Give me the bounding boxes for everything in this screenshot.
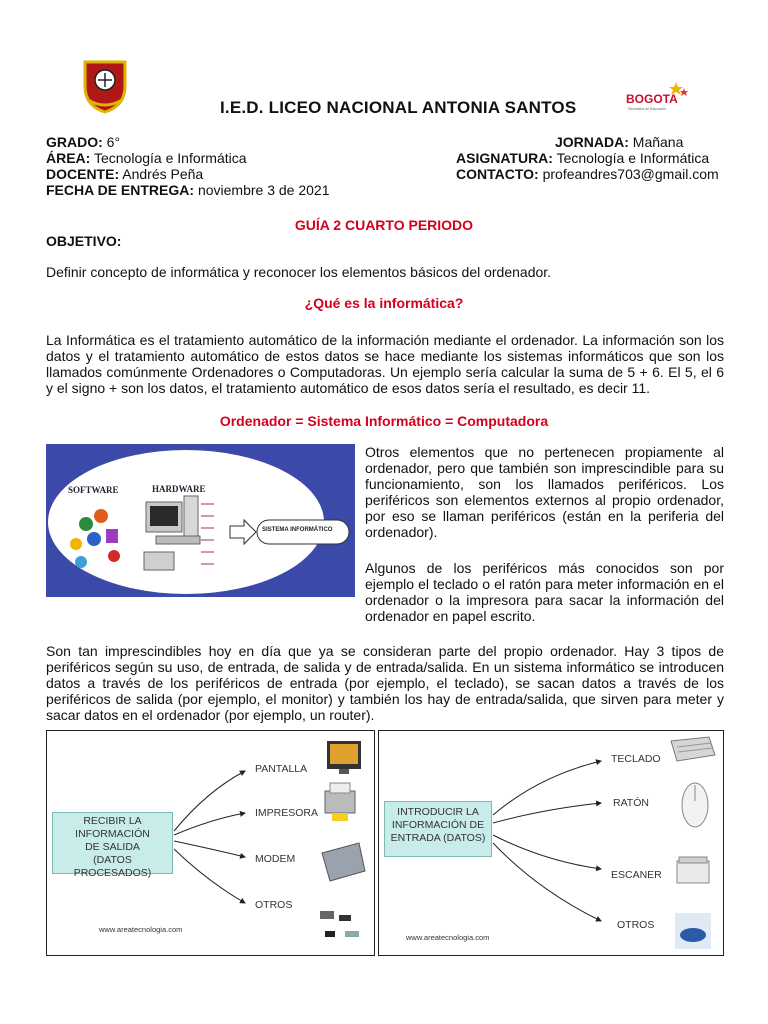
bogota-logo-text: BOGOTA: [626, 92, 678, 106]
jornada-line: JORNADA: Mañana: [555, 134, 684, 150]
asignatura-line: ASIGNATURA: Tecnología e Informática: [456, 150, 710, 166]
section-heading-ordenador: Ordenador = Sistema Informático = Computadora: [219, 413, 549, 429]
school-crest: [80, 56, 130, 114]
input-item-raton: RATÓN: [613, 797, 649, 809]
output-item-otros: OTROS: [255, 899, 293, 911]
output-peripherals-diagram: [46, 730, 375, 956]
input-item-otros: OTROS: [617, 919, 655, 931]
objective-heading: OBJETIVO:: [46, 233, 122, 249]
sistema-informatico-label: SISTEMA INFORMÁTICO: [262, 527, 333, 533]
hardware-label: HARDWARE: [152, 484, 206, 494]
sistema-informatico-figure: [46, 444, 355, 597]
fecha-line: FECHA DE ENTREGA: noviembre 3 de 2021: [46, 182, 330, 198]
input-peripherals-diagram: [378, 730, 724, 956]
output-item-modem: MODEM: [255, 853, 296, 865]
docente-line: DOCENTE: Andrés Peña: [46, 166, 204, 182]
output-label-box: RECIBIR LA INFORMACIÓN DE SALIDA (DATOS PROCESADOS): [52, 812, 173, 874]
output-item-impresora: IMPRESORA: [255, 807, 319, 819]
input-diagram-url: www.areatecnologia.com: [406, 933, 490, 942]
bogota-logo-sub: Secretaría de Educación: [628, 107, 667, 111]
area-line: ÁREA: Tecnología e Informática: [46, 150, 247, 166]
guide-title: GUÍA 2 CUARTO PERIODO: [294, 217, 474, 233]
perifericos-paragraph-2: Algunos de los periféricos más conocidos son por ejemplo el teclado o el ratón para meter información en el ordenador o la impresora para sacar la información del ordenador en papel escrito.: [365, 560, 724, 624]
informatica-paragraph: La Informática es el tratamiento automático de la información mediante el ordenador. La información son los datos y el tratamiento automático de estos datos se hace mediante los sistemas informáticos que son los llamados comúnmente Ordenadores o Computadoras. Un ejemplo sería calcular la suma de 5 + 6. El 5, el 6 y el signo + son los datos, el tratamiento automático de esos datos sería el resultado, es decir 11.: [46, 332, 724, 396]
output-diagram-url: www.areatecnologia.com: [99, 925, 183, 934]
input-item-teclado: TECLADO: [611, 753, 661, 765]
bogota-logo: [624, 80, 688, 116]
school-name: I.E.D. LICEO NACIONAL ANTONIA SANTOS: [220, 98, 577, 117]
input-label-box: INTRODUCIR LA INFORMACIÓN DE ENTRADA (DATOS): [384, 801, 492, 857]
perifericos-paragraph-1: Otros elementos que no pertenecen propiamente al ordenador, pero que también son imprescindible para su funcionamiento, son los llamados periféricos. Los periféricos son elementos externos al propio ordenador, por eso se llaman periféricos (están en la periferia del ordenador).: [365, 444, 724, 540]
perifericos-paragraph-3: Son tan imprescindibles hoy en día que ya se consideran parte del propio ordenador. Hay 3 tipos de periféricos según su uso, de entrada, de salida y de entrada/salida. En un sistema informático se introducen datos a través de los periféricos de entrada (por ejemplo, el teclado), se sacan datos a través de los periféricos de salida (por ejemplo, el monitor) y también los hay de entrada/salida, que sirven para meter y sacar datos en el ordenador (por ejemplo, un router).: [46, 643, 724, 723]
section-heading-informatica: ¿Qué es la informática?: [304, 295, 464, 311]
output-item-pantalla: PANTALLA: [255, 763, 308, 775]
software-label: SOFTWARE: [68, 485, 119, 495]
grado-line: GRADO: 6°: [46, 134, 121, 150]
contacto-line: CONTACTO: profeandres703@gmail.com: [456, 166, 719, 182]
objective-text: Definir concepto de informática y reconocer los elementos básicos del ordenador.: [46, 264, 552, 280]
input-item-escaner: ESCANER: [611, 869, 662, 881]
